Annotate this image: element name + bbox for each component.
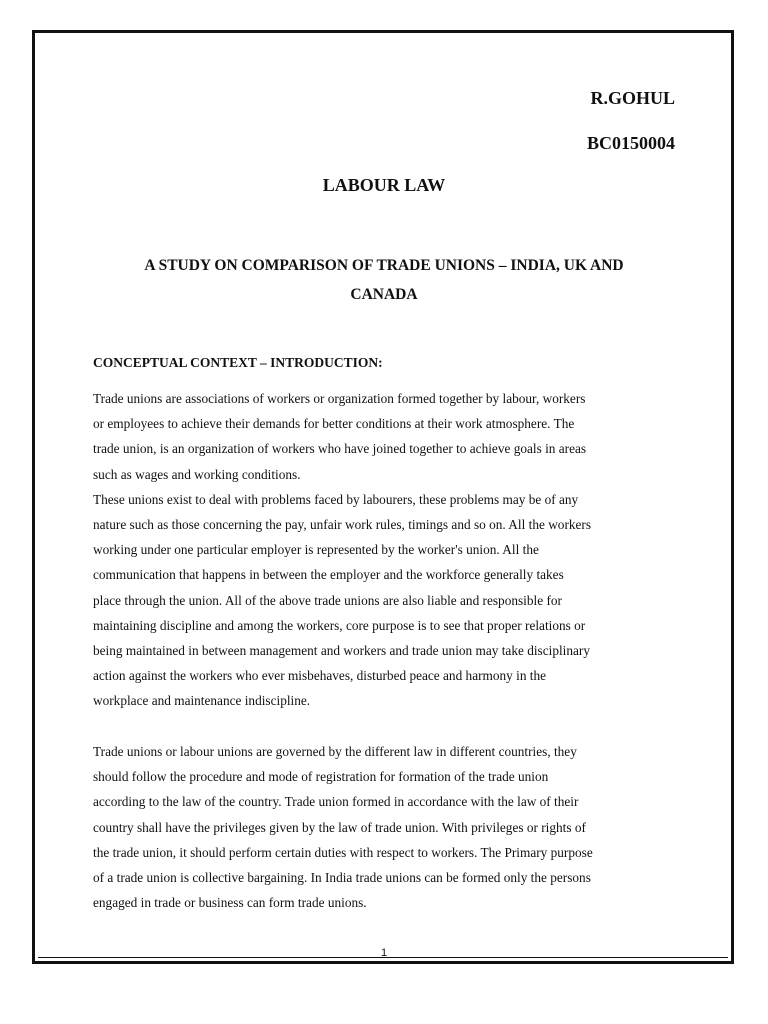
subtitle-line: A STUDY ON COMPARISON OF TRADE UNIONS – INDIA, UK AND [144, 257, 624, 274]
text-line: action against the workers who ever misbehaves, disturbed peace and harmony in the [93, 668, 547, 684]
subtitle-line: CANADA [350, 286, 418, 303]
text-line: the trade union, it should perform certain duties with respect to workers. The Primary purpose [93, 844, 593, 860]
text-line: such as wages and working conditions. [93, 466, 301, 482]
text-line: according to the law of the country. Trade union formed in accordance with the law of their [93, 794, 579, 810]
text-line: Trade unions or labour unions are governed by the different law in different countries, they [93, 744, 577, 759]
document-subtitle [93, 251, 675, 309]
text-line: working under one particular employer is represented by the worker's union. All the [93, 542, 539, 558]
text-line: maintaining discipline and among the workers, core purpose is to see that proper relations or [93, 617, 586, 633]
text-line: of a trade union is collective bargaining. In India trade unions can be formed only the persons [93, 870, 591, 886]
text-line: trade union, is an organization of workers who have joined together to achieve goals in areas [93, 441, 587, 457]
text-line: being maintained in between management and workers and trade union may take disciplinary [93, 643, 590, 659]
text-line: country shall have the privileges given by the law of trade union. With privileges or rights of [93, 819, 586, 835]
text-line: engaged in trade or business can form trade unions. [93, 895, 367, 911]
section-heading: CONCEPTUAL CONTEXT – INTRODUCTION: [93, 355, 383, 370]
text-line: communication that happens in between the employer and the workforce generally takes [93, 567, 564, 583]
paragraph-block-1 [93, 386, 683, 714]
author-block [587, 87, 675, 177]
text-line: or employees to achieve their demands for better conditions at their work atmosphere. The [93, 416, 575, 432]
text-line: workplace and maintenance indiscipline. [93, 693, 311, 709]
page-number: 1 [380, 947, 388, 959]
author-name: R.GOHUL [590, 88, 675, 108]
author-id: BC0150004 [586, 133, 675, 153]
text-line: These unions exist to deal with problems faced by labourers, these problems may be of any [93, 491, 579, 507]
text-line: should follow the procedure and mode of registration for formation of the trade union [93, 769, 549, 785]
text-line: nature such as those concerning the pay, unfair work rules, timings and so on. All the workers [93, 517, 592, 533]
text-line: Trade unions are associations of workers or organization formed together by labour, workers [93, 391, 586, 406]
text-line: place through the union. All of the above trade unions are also liable and responsible for [93, 592, 562, 608]
document-title: LABOUR LAW [322, 175, 446, 195]
paragraph-block-2 [93, 739, 683, 915]
